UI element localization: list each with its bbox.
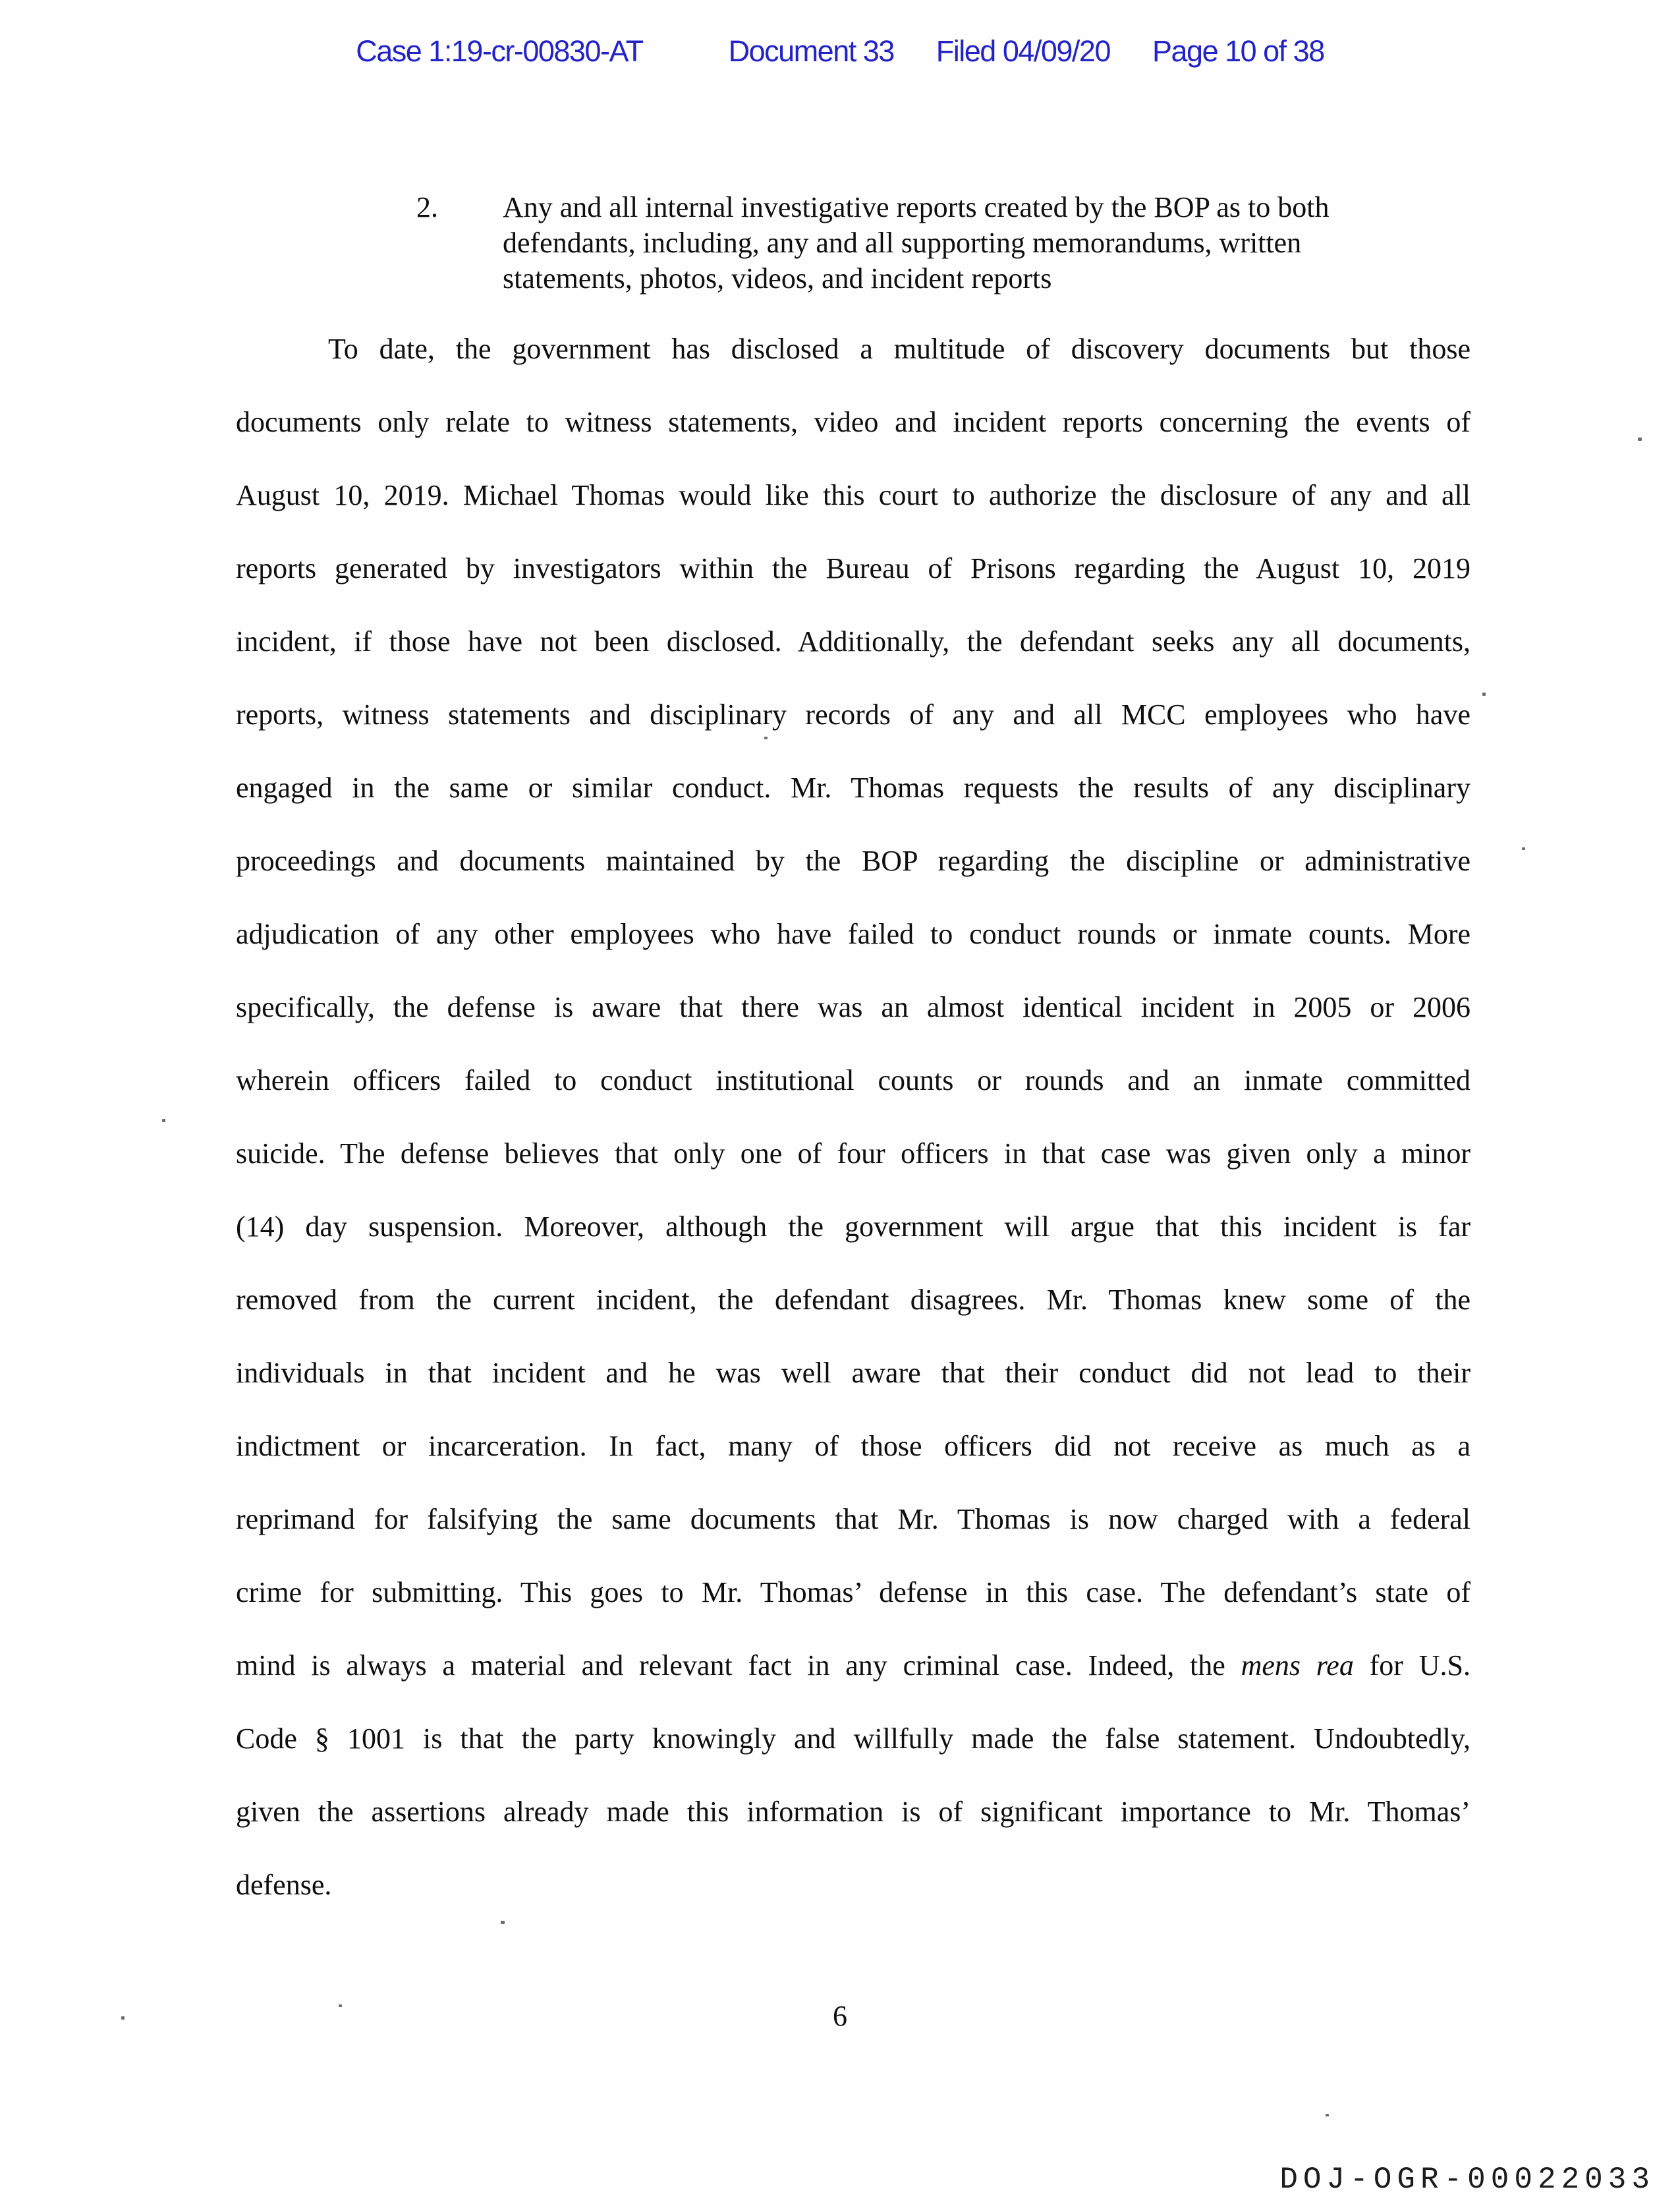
body-line: specifically, the defense is aware that there was an almost identical incident in 2005 or 2006: [236, 991, 1470, 1023]
body-line: removed from the current incident, the defendant disagrees. Mr. Thomas knew some of the: [236, 1284, 1470, 1316]
page-number: 6: [833, 2000, 847, 2032]
scan-speck: [162, 1119, 165, 1122]
scan-speck: [1326, 2114, 1329, 2116]
body-line: reports, witness statements and disciplinary records of any and all MCC employees who have: [236, 698, 1470, 731]
item-text-line: statements, photos, videos, and incident reports: [503, 262, 1052, 295]
body-line: incident, if those have not been disclosed. Additionally, the defendant seeks any all documents,: [236, 625, 1470, 658]
body-paragraph: [236, 312, 1470, 1921]
scan-speck: [339, 2004, 342, 2007]
scan-speck: [1638, 438, 1642, 441]
scan-speck: [501, 1921, 505, 1924]
item-text: [503, 190, 1425, 297]
header-filed-date: Filed 04/09/20: [936, 34, 1110, 68]
body-line: indictment or incarceration. In fact, many of those officers did not receive as much as a: [236, 1430, 1470, 1462]
body-line: August 10, 2019. Michael Thomas would like this court to authorize the disclosure of any and all: [236, 479, 1470, 511]
request-item-2: [416, 190, 1425, 297]
body-line: Code § 1001 is that the party knowingly and willfully made the false statement. Undoubtedly,: [236, 1722, 1470, 1755]
case-header: [0, 34, 1680, 69]
body-line: (14) day suspension. Moreover, although the government will argue that this incident is far: [236, 1210, 1470, 1243]
header-document-number: Document 33: [728, 34, 894, 68]
body-line: given the assertions already made this information is of significant importance to Mr. Thomas’: [236, 1796, 1470, 1828]
body-line: adjudication of any other employees who have failed to conduct rounds or inmate counts. More: [236, 918, 1470, 950]
header-case-number: Case 1:19-cr-00830-AT: [356, 34, 643, 68]
body-line: proceedings and documents maintained by the BOP regarding the discipline or administrative: [236, 845, 1470, 877]
item-text-line: Any and all internal investigative reports created by the BOP as to both: [503, 191, 1330, 223]
body-line: engaged in the same or similar conduct. Mr. Thomas requests the results of any disciplinary: [236, 772, 1470, 804]
body-line: documents only relate to witness statements, video and incident reports concerning the events of: [236, 406, 1470, 438]
body-line: defense.: [236, 1869, 332, 1901]
body-line: suicide. The defense believes that only one of four officers in that case was given only a minor: [236, 1137, 1470, 1170]
scan-speck: [1522, 847, 1525, 850]
body-line: mind is always a material and relevant fact in any criminal case. Indeed, the mens rea for U.S.: [236, 1649, 1470, 1682]
header-page-info: Page 10 of 38: [1152, 34, 1324, 68]
body-line: To date, the government has disclosed a multitude of discovery documents but those: [328, 333, 1470, 365]
scan-speck: [1482, 693, 1486, 696]
body-line: crime for submitting. This goes to Mr. Thomas’ defense in this case. The defendant’s state of: [236, 1576, 1470, 1608]
scan-speck: [764, 737, 768, 739]
body-line: reprimand for falsifying the same documents that Mr. Thomas is now charged with a federal: [236, 1503, 1470, 1535]
item-number: 2.: [416, 191, 438, 223]
body-line: reports generated by investigators within the Bureau of Prisons regarding the August 10, 2019: [236, 552, 1470, 584]
item-text-line: defendants, including, any and all supporting memorandums, written: [503, 227, 1302, 259]
bates-number: DOJ-OGR-00022033: [1279, 2163, 1655, 2197]
scan-speck: [121, 2016, 125, 2020]
body-line: wherein officers failed to conduct institutional counts or rounds and an inmate committed: [236, 1064, 1470, 1096]
body-line: individuals in that incident and he was well aware that their conduct did not lead to their: [236, 1357, 1470, 1389]
